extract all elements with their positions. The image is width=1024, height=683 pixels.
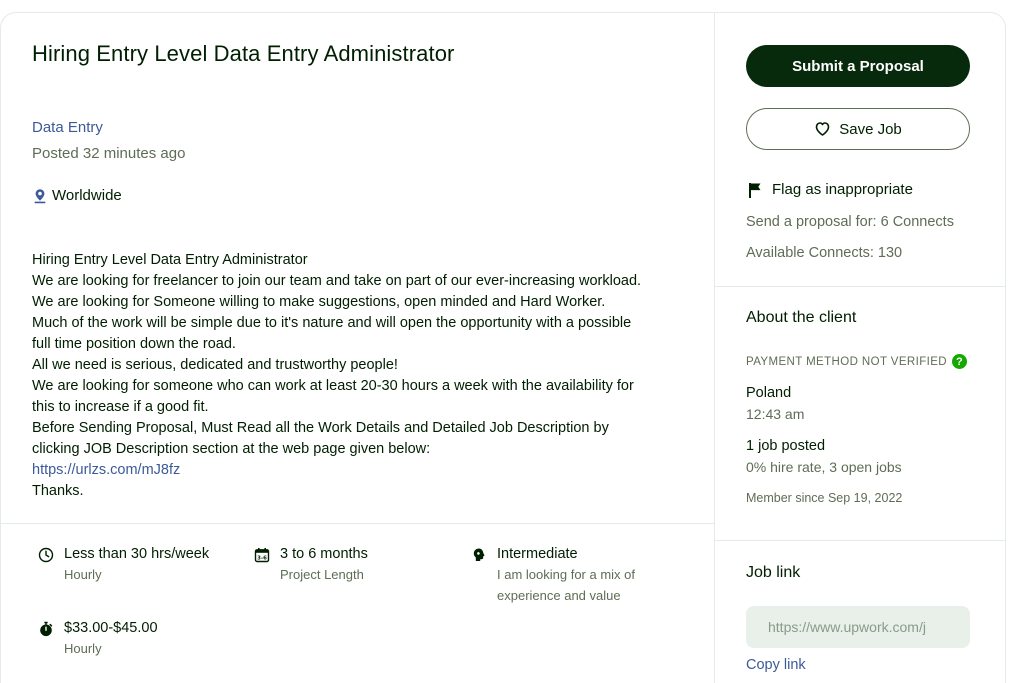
- feature-rate-sub: Hourly: [64, 641, 102, 656]
- description-line: Before Sending Proposal, Must Read all the Work Details and Detailed Job Description by: [32, 420, 609, 436]
- job-link-title: Job link: [746, 564, 801, 581]
- sidebar-divider: [715, 286, 1006, 287]
- job-description: [32, 250, 702, 502]
- client-country: Poland: [746, 385, 792, 401]
- description-line: We are looking for Someone willing to make suggestions, open minded and Hard Worker.: [32, 294, 606, 310]
- job-location: [32, 187, 122, 204]
- job-details-panel: [1, 13, 715, 683]
- job-card: [0, 12, 1006, 683]
- feature-rate-title: $33.00-$45.00: [64, 620, 158, 636]
- help-question-icon[interactable]: ?: [952, 354, 967, 369]
- job-category-link[interactable]: Data Entry: [32, 119, 103, 136]
- description-external-link[interactable]: https://urlzs.com/mJ8fz: [32, 462, 181, 478]
- feature-length-sub: Project Length: [280, 567, 364, 582]
- payment-status: [746, 354, 967, 369]
- feature-hours-title: Less than 30 hrs/week: [64, 546, 210, 562]
- payment-status-label: PAYMENT METHOD NOT VERIFIED: [746, 355, 947, 368]
- client-member-since: Member since Sep 19, 2022: [746, 491, 903, 505]
- connects-required: Send a proposal for: 6 Connects: [746, 214, 954, 230]
- feature-length: [254, 545, 368, 585]
- feature-length-title: 3 to 6 months: [280, 546, 368, 562]
- job-link-input[interactable]: [746, 606, 970, 648]
- flag-inappropriate-link[interactable]: [748, 181, 913, 198]
- feature-level-title: Intermediate: [497, 546, 578, 562]
- location-label: Worldwide: [52, 187, 122, 204]
- description-line: clicking JOB Description section at the web page given below:: [32, 441, 431, 457]
- description-line: Much of the work will be simple due to it's nature and will open the opportunity with a possible: [32, 315, 632, 331]
- feature-level-sub: I am looking for a mix of experience and value: [497, 567, 635, 603]
- description-line: this to increase if a good fit.: [32, 399, 209, 415]
- section-divider: [1, 523, 715, 524]
- client-jobs-posted: 1 job posted: [746, 438, 826, 454]
- job-sidebar: [715, 13, 1006, 683]
- feature-hours: [38, 545, 209, 585]
- stopwatch-icon: [38, 621, 54, 637]
- description-line: We are looking for someone who can work at least 20-30 hours a week with the availability for: [32, 378, 634, 394]
- flag-icon: [748, 182, 762, 198]
- description-line: All we need is serious, dedicated and trustworthy people!: [32, 357, 398, 373]
- heart-icon: [814, 121, 831, 137]
- save-job-label: Save Job: [839, 120, 902, 138]
- sidebar-divider: [715, 540, 1006, 541]
- clock-icon: [38, 547, 54, 563]
- job-title: Hiring Entry Level Data Entry Administrator: [32, 41, 455, 66]
- about-client-title: About the client: [746, 309, 857, 326]
- brain-icon: [471, 547, 487, 563]
- description-line: We are looking for freelancer to join our team and take on part of our ever-increasing workload.: [32, 273, 642, 289]
- description-closing: Thanks.: [32, 483, 84, 499]
- save-job-button[interactable]: [746, 108, 970, 150]
- feature-hours-sub: Hourly: [64, 567, 102, 582]
- copy-link-button[interactable]: Copy link: [746, 657, 806, 673]
- connects-available: Available Connects: 130: [746, 245, 903, 261]
- description-line: Hiring Entry Level Data Entry Administrator: [32, 252, 308, 268]
- location-pin-icon: [32, 188, 48, 204]
- description-line: full time position down the road.: [32, 336, 236, 352]
- client-local-time: 12:43 am: [746, 406, 805, 422]
- posted-time: Posted 32 minutes ago: [32, 145, 186, 162]
- client-hire-rate: 0% hire rate, 3 open jobs: [746, 459, 902, 475]
- svg-text:3-6: 3-6: [257, 555, 267, 562]
- submit-proposal-button[interactable]: Submit a Proposal: [746, 45, 970, 87]
- flag-label: Flag as inappropriate: [772, 181, 913, 198]
- feature-rate: [38, 619, 158, 659]
- calendar-icon: [254, 547, 270, 563]
- feature-level: [471, 545, 661, 606]
